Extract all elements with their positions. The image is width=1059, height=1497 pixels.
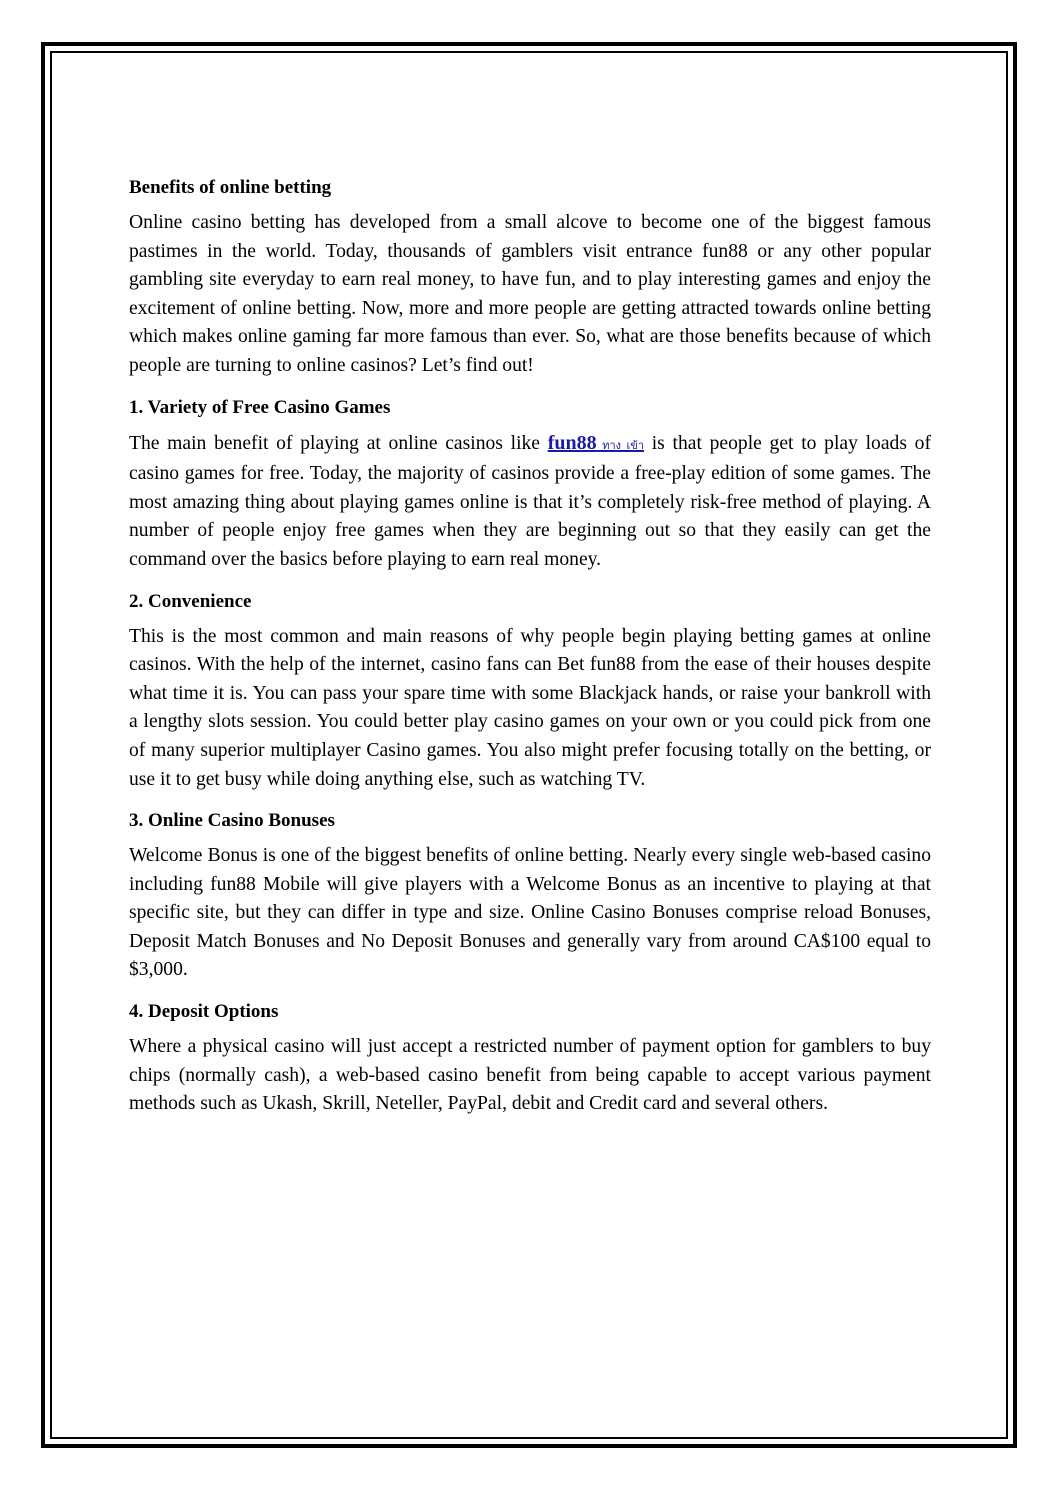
section-paragraph-bonuses: Welcome Bonus is one of the biggest benefits of online betting. Nearly every single web-based casino including fun88 Mobile will give players with a Welcome Bonus as an incentive to playing at that specific site, but they can differ in type and size. Online Casino Bonuses comprise reload Bonuses, Deposit Match Bonuses and No Deposit Bonuses and generally vary from around CA$100 equal to $3,000. (129, 845, 931, 981)
paragraph-text-after-link: is that people get to play loads of casino games for free. Today, the majority of casinos provide a free-play edition of some games. The most amazing thing about playing games online is that it’s completely risk-free method of playing. A number of people enjoy free games when they are beginning out so that they easily can get the command over the basics before playing to earn real money. (129, 432, 931, 570)
section-paragraph-free-games (129, 429, 931, 575)
section-heading-free-games: 1. Variety of Free Casino Games (129, 396, 391, 418)
section-heading-convenience: 2. Convenience (129, 590, 252, 612)
section-heading-deposit-options: 4. Deposit Options (129, 1001, 279, 1023)
intro-paragraph: Online casino betting has developed from a small alcove to become one of the biggest famous pastimes in the world. Today, thousands of gamblers visit entrance fun88 or any other popular gambling site everyday to earn real money, to have fun, and to play interesting games and enjoy the excitement of online betting. Now, more and more people are getting attracted towards online betting which makes online gaming far more famous than ever. So, what are those benefits because of which people are turning to online casinos? Let’s find out! (129, 212, 931, 376)
fun88-link-text: fun88 (547, 431, 597, 454)
section-paragraph-deposit-options: Where a physical casino will just accept a restricted number of payment option for gamblers to buy chips (normally cash), a web-based casino benefit from being capable to accept various payment methods such as Ukash, Skrill, Neteller, PayPal, debit and Credit card and several others. (129, 1036, 931, 1115)
section-heading-bonuses: 3. Online Casino Bonuses (129, 810, 335, 832)
document-body (129, 175, 931, 1133)
fun88-link-suffix: ทาง เข้า (596, 439, 645, 452)
document-title: Benefits of online betting (129, 177, 332, 198)
paragraph-text-before-link: The main benefit of playing at online casinos like (129, 432, 548, 454)
fun88-link[interactable] (548, 432, 644, 454)
section-paragraph-convenience: This is the most common and main reasons of why people begin playing betting games at online casinos. With the help of the internet, casino fans can Bet fun88 from the ease of their houses despite what time it is. You can pass your spare time with some Blackjack hands, or raise your bankroll with a lengthy slots session. You could better play casino games on your own or you could pick from one of many superior multiplayer Casino games. You also might prefer focusing totally on the betting, or use it to get busy while doing anything else, such as watching TV. (129, 625, 931, 790)
